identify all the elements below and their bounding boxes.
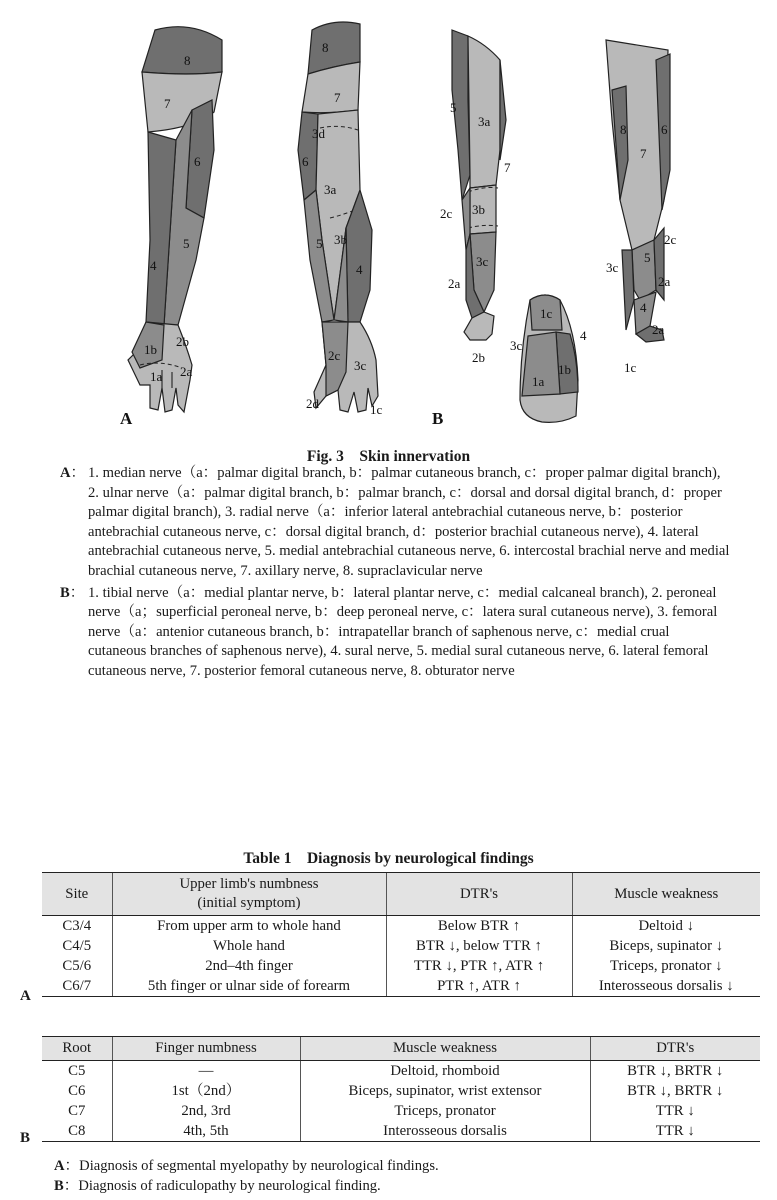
table-row (42, 956, 760, 976)
cell-weakness: Deltoid, rhomboid (300, 1061, 590, 1082)
arm-posterior-drawing (298, 22, 383, 417)
label-a1-4: 4 (150, 258, 157, 273)
label-b1-2b: 2b (472, 350, 485, 365)
label-a2-5: 5 (316, 236, 323, 251)
header-site: Site (42, 873, 112, 916)
cell-site: C6/7 (42, 976, 112, 997)
header-muscle-weakness: Muscle weakness (572, 873, 760, 916)
label-b1-3a: 3a (478, 114, 491, 129)
table-b-header (42, 1037, 760, 1061)
table-title: Table 1 Diagnosis by neurological findings (243, 850, 534, 867)
note-b-key: B (54, 1178, 64, 1194)
skin-innervation-figure (0, 0, 777, 440)
region-b1-foot (464, 312, 494, 340)
cell-dtr: BTR ↓, BRTR ↓ (590, 1061, 760, 1082)
table-row (42, 1121, 760, 1142)
cell-numbness: 2nd–4th finger (112, 956, 386, 976)
label-b1-5: 5 (450, 100, 457, 115)
caption-a (60, 464, 730, 582)
caption-b (60, 584, 730, 682)
label-b2-1c: 1c (624, 360, 637, 375)
label-a1-1b: 1b (144, 342, 157, 357)
label-b1-7: 7 (504, 160, 511, 175)
table-notes (54, 1156, 439, 1196)
table-a-header (42, 873, 760, 916)
cell-dtr: PTR ↑, ATR ↑ (386, 976, 572, 997)
cell-root: C5 (68, 1063, 86, 1079)
label-b1-3c: 3c (476, 254, 489, 269)
cell-numbness: From upper arm to whole hand (112, 916, 386, 937)
header-dtr: DTR's (590, 1037, 760, 1061)
cell-dtr: Below BTR ↑ (386, 916, 572, 937)
table-part-a (42, 872, 760, 997)
label-a1-2b: 2b (176, 334, 189, 349)
panel-label-b: B (432, 409, 444, 428)
table-row (42, 976, 760, 997)
table-row (42, 1101, 760, 1121)
cell-finger: 1st（2nd） (112, 1081, 300, 1101)
cell-root: C8 (42, 1121, 112, 1142)
cell-dtr: BTR ↓, below TTR ↑ (386, 936, 572, 956)
label-foot-1a: 1a (532, 374, 545, 389)
arm-anterior-drawing (128, 27, 222, 412)
caption-b-text: 1. tibial nerve（a：medial plantar nerve, b：lateral plantar nerve, c：medial calcaneal branch), 2. peroneal nerve（a；superficial peroneal nerve, b：deep peroneal nerve, c：latera sural cutaneous nerve), 3. femoral nerve（a：antenior cutaneous branch, b：intrapatellar branch of saphenous nerve, c：medial crual cutaneous branches of saphenous nerve), 4. sural nerve, 5. medial sural cutaneous nerve, 6. lateral femoral cutaneous nerve, 7. posterior femoral cutaneous nerve, 8. obturator nerve (88, 584, 718, 679)
cell-site: C5/6 (62, 958, 92, 974)
header-upper-limb-line1: Upper limb's numbness (179, 876, 319, 892)
label-a1-2a: 2a (180, 364, 193, 379)
header-dtr: DTR's (386, 873, 572, 916)
table-a-letter: A (20, 988, 31, 1004)
figure-title: Fig. 3 Skin innervation (306, 448, 471, 465)
region-b1-3a (468, 36, 500, 188)
label-foot-1b: 1b (558, 362, 571, 377)
cell-weakness: Biceps, supinator ↓ (572, 936, 760, 956)
label-b1-2c: 2c (440, 206, 453, 221)
label-a2-3d: 3d (312, 126, 325, 141)
region-b2-2c (654, 228, 664, 300)
leg-posterior-drawing (606, 40, 677, 375)
note-b-text: Diagnosis of radiculopathy by neurological finding. (78, 1178, 381, 1194)
caption-a-text: 1. median nerve（a：palmar digital branch, b：palmar cutaneous branch, c：proper palmar digital branch), 2. ulnar nerve（a：palmar digital branch, b：palmar branch, c：dorsal and dorsal digital branch, d：proper palmar digital branch), 3. radial nerve（a：inferior lateral antebrachial cutaneous nerve, b：posterior antebrachial cutaneous nerve, c：dorsal digital branch, d：posterior brachial cutaneous nerve), 4. lateral antebrachial cutaneous nerve, 5. medial antebrachial cutaneous nerve, 6. intercostal brachial nerve and medial brachial cutaneous nerve, 7. axillary nerve, 8. supraclavicular nerve (88, 465, 730, 579)
label-a2-3b: 3b (334, 232, 347, 247)
region-b2-5 (632, 240, 656, 300)
label-a2-7: 7 (334, 90, 341, 105)
note-a: A：Diagnosis of segmental myelopathy by neurological findings. (54, 1158, 439, 1174)
cell-weakness: Triceps, pronator (300, 1101, 590, 1121)
note-a-text: Diagnosis of segmental myelopathy by neurological findings. (79, 1158, 439, 1174)
label-b2-2a: 2a (658, 274, 671, 289)
cell-finger: 4th, 5th (112, 1121, 300, 1142)
table-row (42, 936, 760, 956)
header-upper-limb (112, 873, 386, 916)
label-b2-2a-heel: 2a (652, 322, 665, 337)
label-b2-6: 6 (661, 122, 668, 137)
label-a2-2c: 2c (328, 348, 341, 363)
caption-b-key: B ： (60, 584, 88, 682)
label-b2-5: 5 (644, 250, 651, 265)
table-part-b (42, 1036, 760, 1142)
cell-weakness: Triceps, pronator ↓ (572, 956, 760, 976)
label-a1-8: 8 (184, 53, 191, 68)
panel-label-a: A (120, 409, 133, 428)
region-b2-3c (622, 250, 634, 330)
label-a1-1a: 1a (150, 369, 163, 384)
cell-weakness: Interosseous dorsalis (300, 1121, 590, 1142)
region-b1-5 (452, 30, 470, 200)
header-finger-numbness: Finger numbness (112, 1037, 300, 1061)
label-foot-4: 4 (580, 328, 587, 343)
cell-dtr: TTR ↓ (590, 1121, 760, 1142)
table-row (42, 1081, 760, 1101)
cell-finger: 2nd, 3rd (112, 1101, 300, 1121)
label-b2-3c: 3c (606, 260, 619, 275)
cell-numbness: 5th finger or ulnar side of forearm (112, 976, 386, 997)
label-a2-3c: 3c (354, 358, 367, 373)
cell-site: C3/4 (62, 918, 92, 934)
cell-site: C4/5 (62, 938, 92, 954)
caption-a-key: A ： (60, 464, 88, 582)
label-b2-8: 8 (620, 122, 627, 137)
cell-weakness: Biceps, supinator, wrist extensor (300, 1081, 590, 1101)
label-a2-1c: 1c (370, 402, 383, 417)
foot-plantar-drawing (510, 295, 587, 422)
cell-root: C6 (68, 1083, 86, 1099)
cell-root: C7 (68, 1103, 86, 1119)
label-a2-8: 8 (322, 40, 329, 55)
label-b1-3b: 3b (472, 202, 485, 217)
figure-caption (60, 464, 730, 684)
label-b2-4: 4 (640, 300, 647, 315)
cell-dtr: TTR ↓, PTR ↑, ATR ↑ (386, 956, 572, 976)
label-a2-3a: 3a (324, 182, 337, 197)
cell-weakness: Interosseous dorsalis ↓ (572, 976, 760, 997)
region-a1-8 (142, 27, 222, 74)
note-b: B：Diagnosis of radiculopathy by neurological finding. (54, 1178, 381, 1194)
label-a2-6: 6 (302, 154, 309, 169)
label-b2-2c: 2c (664, 232, 677, 247)
label-foot-3c: 3c (510, 338, 523, 353)
header-upper-limb-line2: (initial symptom) (197, 895, 301, 911)
label-a2-2d: 2d (306, 396, 319, 411)
label-a1-5: 5 (183, 236, 190, 251)
cell-finger: — (112, 1061, 300, 1082)
table-b-letter: B (20, 1130, 31, 1146)
label-a1-6: 6 (194, 154, 201, 169)
cell-dtr: TTR ↓ (590, 1101, 760, 1121)
label-b1-2a: 2a (448, 276, 461, 291)
note-a-key: A (54, 1158, 65, 1174)
table-row (42, 916, 760, 937)
cell-dtr: BTR ↓, BRTR ↓ (590, 1081, 760, 1101)
label-a1-7: 7 (164, 96, 171, 111)
label-foot-1c: 1c (540, 306, 553, 321)
leg-anterior-drawing (440, 30, 511, 365)
region-b1-7 (500, 60, 506, 160)
header-muscle-weakness: Muscle weakness (300, 1037, 590, 1061)
label-a2-4: 4 (356, 262, 363, 277)
header-root: Root (42, 1037, 112, 1061)
cell-numbness: Whole hand (112, 936, 386, 956)
cell-weakness: Deltoid ↓ (572, 916, 760, 937)
table-row (42, 1061, 760, 1082)
label-b2-7: 7 (640, 146, 647, 161)
